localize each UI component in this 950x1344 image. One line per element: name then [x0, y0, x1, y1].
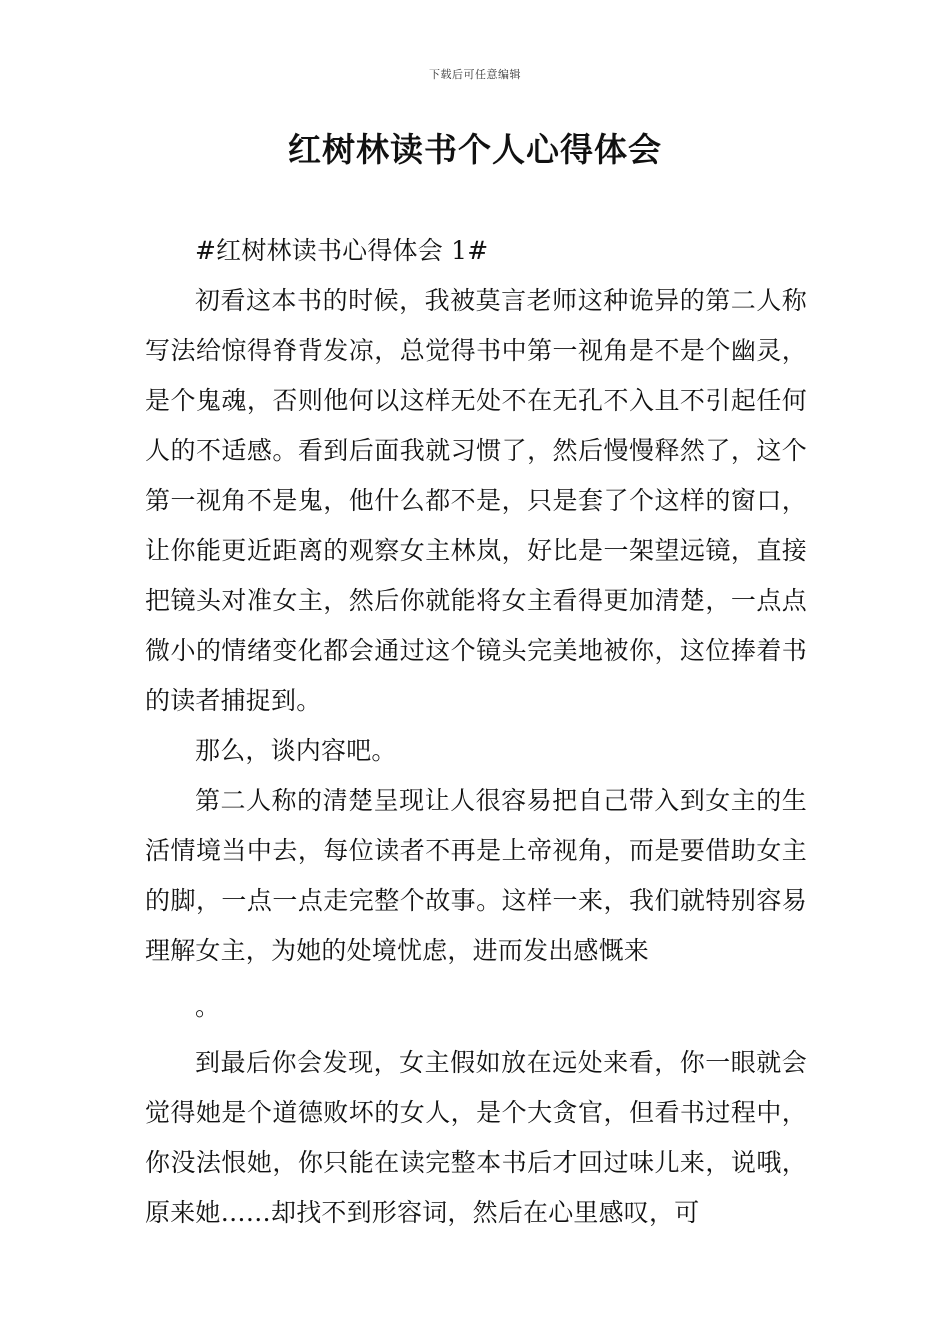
paragraph: 初看这本书的时候，我被莫言老师这种诡异的第二人称写法给惊得脊背发凉，总觉得书中第一视角是不是个幽灵，是个鬼魂，否则他何以这样无处不在无孔不入且不引起任何人的不适感。看到后面我就习惯了，然后慢慢释然了，这个第一视角不是鬼，他什么都不是，只是套了个这样的窗口，让你能更近距离的观察女主林岚，好比是一架望远镜，直接把镜头对准女主，然后你就能将女主看得更加清楚，一点点微小的情绪变化都会通过这个镜头完美地被你，这位捧着书的读者捕捉到。	[145, 286, 807, 715]
paragraph: 第二人称的清楚呈现让人很容易把自己带入到女主的生活情境当中去，每位读者不再是上帝视角，而是要借助女主的脚，一点一点走完整个故事。这样一来，我们就特别容易理解女主，为她的处境忧虑，进而发出感慨来	[145, 786, 807, 965]
header-note: 下载后可任意编辑	[429, 68, 521, 81]
paragraph: 。	[195, 992, 221, 1021]
document-body	[145, 226, 807, 1238]
paragraph: 到最后你会发现，女主假如放在远处来看，你一眼就会觉得她是个道德败坏的女人，是个大贪官，但看书过程中，你没法恨她，你只能在读完整本书后才回过味儿来，说哦，原来她……却找不到形容词，然后在心里感叹，可	[145, 1048, 807, 1227]
paragraph: 那么，谈内容吧。	[195, 736, 397, 765]
section-heading: #红树林读书心得体会 1#	[195, 236, 489, 265]
page-title: 红树林读书个人心得体会	[288, 130, 662, 169]
